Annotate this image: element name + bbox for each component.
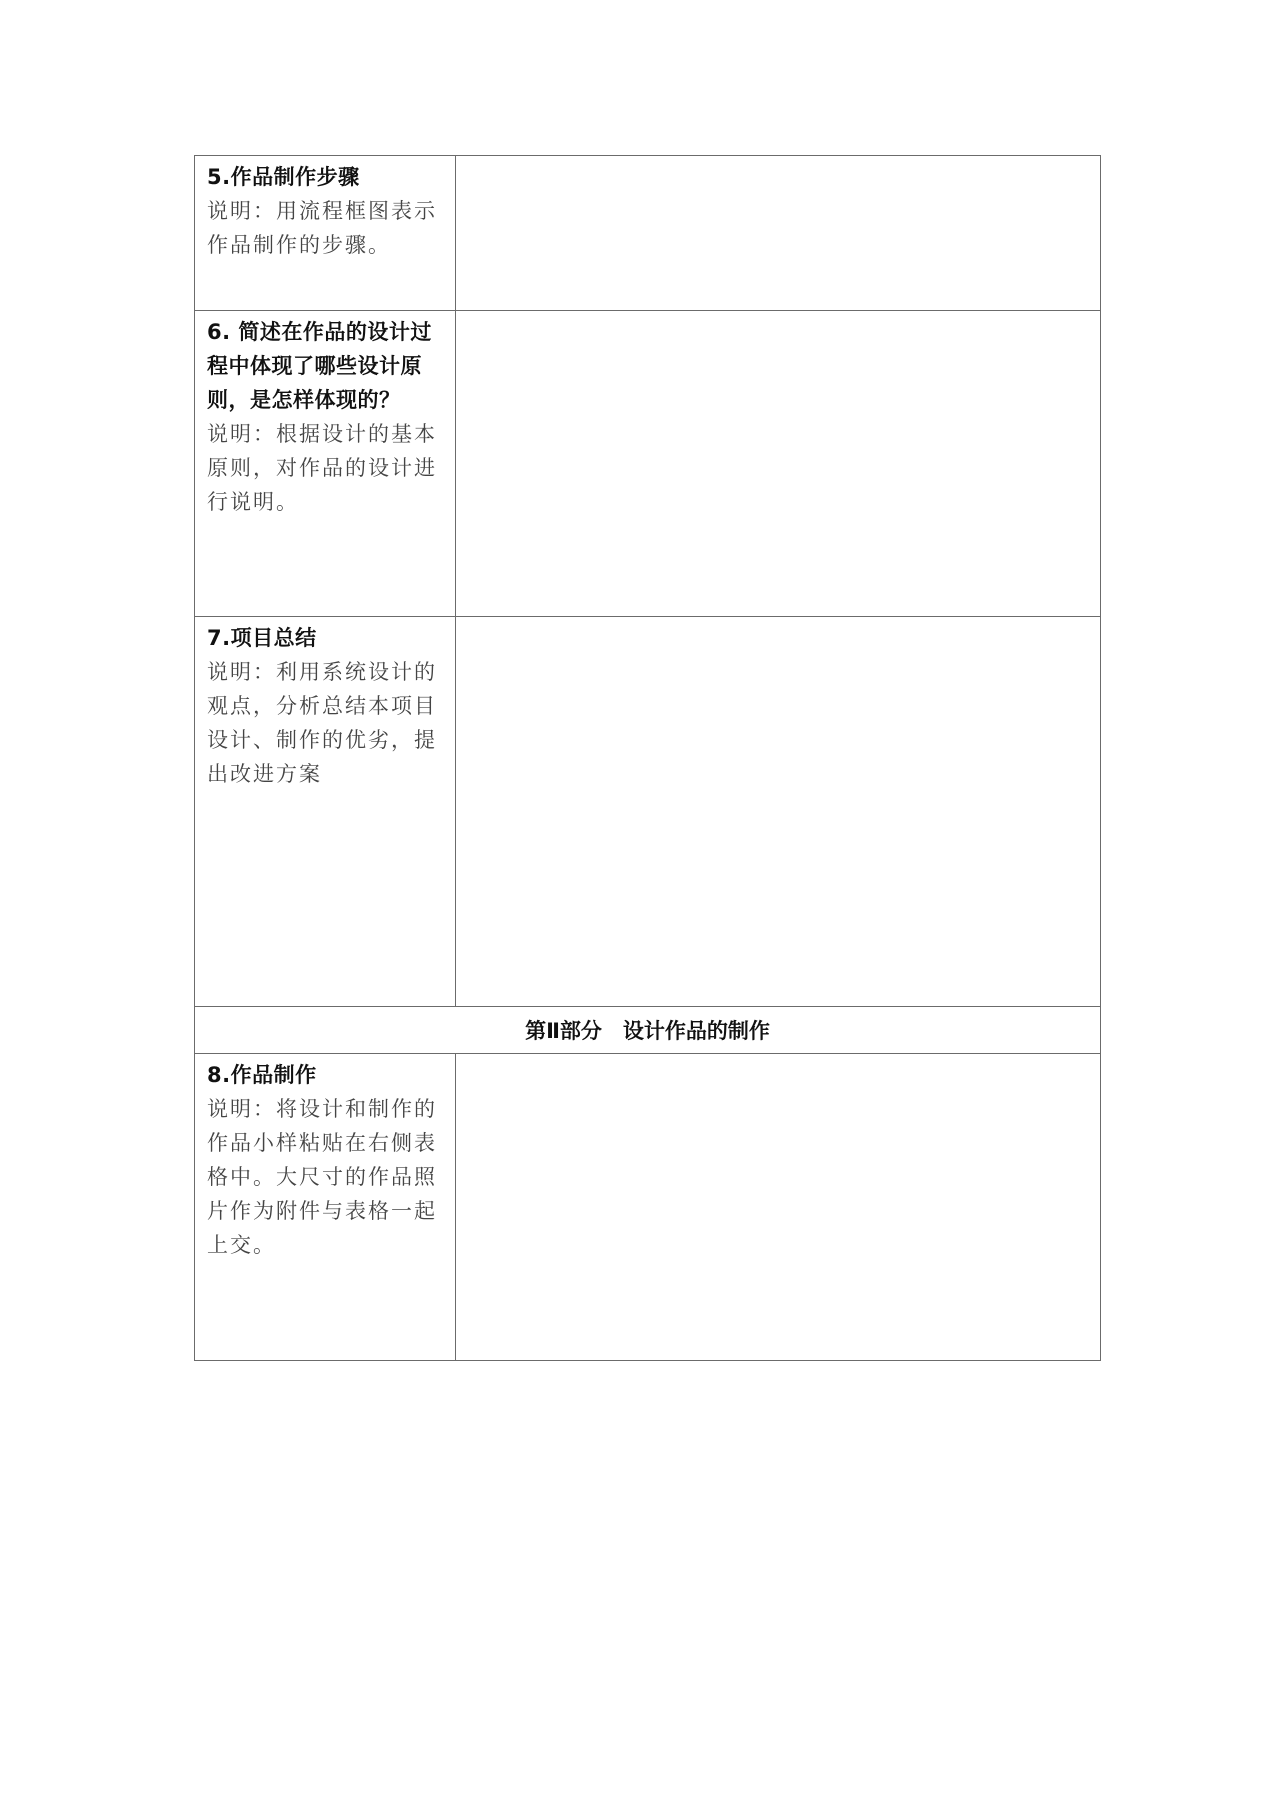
table-row-work-production — [195, 1054, 1101, 1361]
design-form-table — [194, 155, 1101, 1361]
item-title: 7.项目总结 — [207, 626, 317, 650]
table-row-design-principles — [195, 311, 1101, 617]
label-cell-design-principles — [195, 311, 456, 617]
item-title: 8.作品制作 — [207, 1063, 317, 1087]
label-cell-work-production — [195, 1054, 456, 1361]
section-header-row — [195, 1007, 1101, 1054]
item-description: 说明：将设计和制作的作品小样粘贴在右侧表格中。大尺寸的作品照片作为附件与表格一起上交。 — [207, 1097, 437, 1257]
item-description: 说明：用流程框图表示作品制作的步骤。 — [207, 199, 437, 257]
answer-cell-project-summary[interactable] — [456, 617, 1101, 1007]
item-title: 5.作品制作步骤 — [207, 165, 360, 189]
answer-cell-design-principles[interactable] — [456, 311, 1101, 617]
table-row-project-summary — [195, 617, 1101, 1007]
answer-cell-production-steps[interactable] — [456, 156, 1101, 311]
answer-cell-work-production[interactable] — [456, 1054, 1101, 1361]
item-description: 说明：利用系统设计的观点，分析总结本项目设计、制作的优劣，提出改进方案 — [207, 660, 437, 786]
item-description: 说明：根据设计的基本原则，对作品的设计进行说明。 — [207, 422, 437, 514]
section-header: 第Ⅱ部分 设计作品的制作 — [195, 1007, 1101, 1054]
table-row-production-steps — [195, 156, 1101, 311]
item-title: 6. 简述在作品的设计过程中体现了哪些设计原则，是怎样体现的？ — [207, 320, 432, 412]
label-cell-project-summary — [195, 617, 456, 1007]
label-cell-production-steps — [195, 156, 456, 311]
